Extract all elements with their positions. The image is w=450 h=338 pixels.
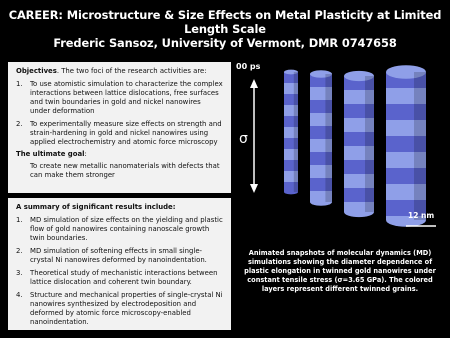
list-item bbox=[16, 247, 223, 265]
scale-label: 12 nm bbox=[408, 211, 435, 220]
stress-symbol: σ bbox=[239, 131, 248, 147]
item-number: 1. bbox=[16, 216, 23, 224]
list-item bbox=[16, 216, 223, 243]
item-text: MD simulation of softening effects in small single-crystal Ni nanowires deformed by nanoindentation. bbox=[30, 247, 207, 264]
item-number: 2. bbox=[16, 247, 23, 255]
md-simulation-figure bbox=[232, 62, 442, 232]
goal-colon: : bbox=[84, 150, 87, 158]
objectives-heading: Objectives bbox=[16, 67, 57, 75]
nanowire-3 bbox=[344, 71, 374, 217]
item-text: MD simulation of size effects on the yielding and plastic flow of gold nanowires containing nanoscale growth twin boundaries. bbox=[30, 216, 223, 242]
objectives-intro: . The two foci of the research activities are: bbox=[56, 67, 207, 75]
nanowire-4 bbox=[386, 65, 426, 227]
item-text: To use atomistic simulation to characterize the complex interactions between lattice dislocations, free surfaces and twin boundaries in gold and nickel nanowires under deformation bbox=[30, 80, 223, 115]
nanowire-2 bbox=[310, 70, 332, 205]
list-item bbox=[16, 80, 223, 116]
wire-shading bbox=[365, 76, 374, 212]
summary-box bbox=[8, 198, 231, 330]
objectives-intro-line bbox=[16, 67, 223, 76]
goal-heading: The ultimate goal bbox=[16, 150, 85, 158]
title-rest: : Microstructure & Size Effects on Metal Plasticity at Limited Length Scale bbox=[58, 8, 442, 36]
figure-caption: Animated snapshots of molecular dynamics (MD) simulations showing the diameter dependence of plastic elongation in twinned gold nanowires under constant tensile stress (σ=3.65 GPa). The colored layers represent different twinned grains. bbox=[244, 249, 436, 293]
objectives-box bbox=[8, 62, 231, 193]
wire-shading bbox=[294, 72, 298, 192]
nanowire-group bbox=[284, 65, 426, 227]
wire-shading bbox=[325, 74, 332, 202]
time-label: 00 ps bbox=[236, 62, 261, 71]
list-item bbox=[16, 291, 223, 327]
title-lead: CAREER bbox=[8, 8, 59, 22]
list-item bbox=[16, 269, 223, 287]
list-item bbox=[16, 120, 223, 147]
item-text: Theoretical study of mechanistic interactions between lattice dislocation and coherent twin boundary. bbox=[30, 269, 218, 286]
item-number: 2. bbox=[16, 120, 23, 128]
subtitle: Frederic Sansoz, University of Vermont, DMR 0747658 bbox=[53, 36, 397, 50]
goal-heading-line bbox=[16, 150, 223, 159]
item-number: 3. bbox=[16, 269, 23, 277]
item-text: Structure and mechanical properties of single-crystal Ni nanowires synthesized by electrodeposition and deformed by atomic force microscopy-enabled nanoindentation. bbox=[30, 291, 223, 326]
wire-shading bbox=[414, 72, 426, 220]
item-number: 1. bbox=[16, 80, 23, 88]
nanowire-1 bbox=[284, 70, 298, 195]
stress-arrow bbox=[250, 79, 258, 193]
title-line bbox=[0, 8, 450, 36]
nanowire-snapshots bbox=[232, 62, 442, 232]
summary-list bbox=[16, 216, 223, 327]
summary-heading: A summary of significant results include: bbox=[16, 203, 176, 211]
item-number: 4. bbox=[16, 291, 23, 299]
objectives-list bbox=[16, 80, 223, 147]
item-text: To experimentally measure size effects on strength and strain-hardening in gold and nickel nanowires using applied electrochemistry and atomic force microscopy bbox=[30, 120, 222, 146]
page-title bbox=[0, 8, 450, 50]
goal-text: To create new metallic nanomaterials with defects that can make them stronger bbox=[30, 162, 220, 179]
